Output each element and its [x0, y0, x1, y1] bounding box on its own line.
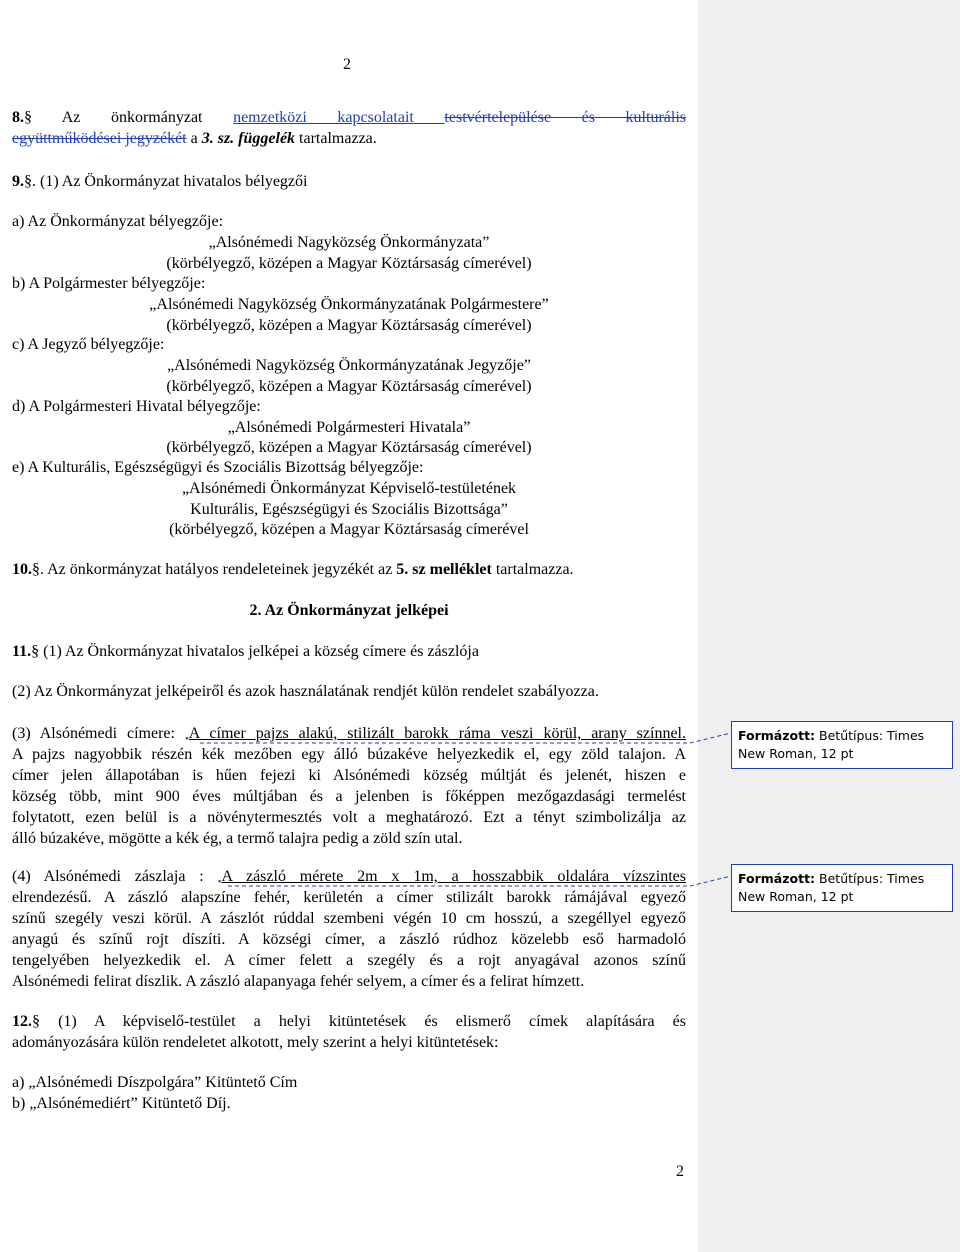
- paragraph-11-4-line-2: elrendezésű. A zászló alapszíne fehér, kerületén a címer stilizált barokk rámájával egyező: [12, 889, 686, 906]
- page-number-bottom: 2: [676, 1163, 684, 1180]
- deleted-text[interactable]: testvértelepülése és kulturális: [444, 109, 686, 126]
- stamp-d-label: d) A Polgármesteri Hivatal bélyegzője:: [12, 398, 261, 415]
- paragraph-9-heading: 9.§. (1) Az Önkormányzat hivatalos bélyegzői: [12, 173, 308, 190]
- paragraph-11-3-line-4: község több, mint 900 éves múltjában és a jelenben is főképpen mezőgazdasági termelést: [12, 788, 686, 805]
- stamp-e-desc: (körbélyegző, középen a Magyar Köztársaság címerével: [169, 521, 529, 538]
- paragraph-10: 10.§. Az önkormányzat hatályos rendeleteinek jegyzékét az 5. sz melléklet tartalmazza.: [12, 561, 574, 578]
- paragraph-11-4-line-6: Alsónémedi felirat díszlik. A zászló alapanyaga fehér selyem, a címer és a felirat hímzett.: [12, 973, 585, 990]
- stamp-e-name-1: „Alsónémedi Önkormányzat Képviselő-testületének: [181, 480, 517, 497]
- stamp-b-desc: (körbélyegző, középen a Magyar Köztársaság címerével): [166, 317, 532, 334]
- format-balloon-2[interactable]: Formázott: Betűtípus: Times New Roman, 12 pt: [731, 864, 953, 912]
- paragraph-11-3-line-1: (3) Alsónémedi címere: $_•$A címer pajzs alakú, stilizált barokk ráma veszi körül, arany színnel.: [12, 725, 687, 745]
- stamp-c-desc: (körbélyegző, középen a Magyar Köztársaság címerével): [166, 378, 532, 395]
- stamp-a-desc: (körbélyegző, középen a Magyar Köztársaság címerével): [166, 255, 532, 272]
- stamp-c-label: c) A Jegyző bélyegzője:: [12, 336, 165, 353]
- award-a: a) „Alsónémedi Díszpolgára” Kitüntető Cím: [12, 1074, 298, 1091]
- stamp-b-label: b) A Polgármester bélyegzője:: [12, 275, 206, 292]
- paragraph-11-4-line-1: (4) Alsónémedi zászlaja : $_•$A zászló mérete 2m x 1m, a hosszabbik oldalára vízszintes: [12, 868, 686, 888]
- paragraph-11-3-line-2: A pajzs nagyobbik részén kék mezőben egy álló búzakéve helyezkedik el, egy zöld talajon. A: [12, 746, 686, 763]
- stamp-a-label: a) Az Önkormányzat bélyegzője:: [12, 213, 224, 230]
- revision-anchor-icon[interactable]: •: [217, 876, 222, 888]
- paragraph-11-3-line-3: címer jelen állapotában is hűen fejezi ki Alsónémedi község múltját és jelenét, hiszen e: [12, 767, 686, 784]
- page-number-top: 2: [343, 56, 351, 73]
- revision-anchor-icon[interactable]: •: [184, 733, 189, 745]
- paragraph-11-3-line-5: folytatott, ezen belül is a növénytermesztés volt a meghatározó. Ezt a tényt szimbolizálja az: [12, 809, 686, 826]
- deleted-text[interactable]: együttműködései jegyzékét: [12, 130, 187, 147]
- paragraph-12-line-1: 12.§ (1) A képviselő-testület a helyi kitüntetések és elismerő címek alapítására és: [12, 1013, 686, 1030]
- paragraph-8-line-2: együttműködései jegyzékét a 3. sz. függelék tartalmazza.: [12, 130, 377, 147]
- paragraph-11-4-line-5: tengelyében helyezkedik el. A címer felett a szegély és a rojt anyagával azonos színű: [12, 952, 686, 969]
- stamp-e-label: e) A Kulturális, Egészségügyi és Szociális Bizottság bélyegzője:: [12, 459, 424, 476]
- paragraph-8-line-1: 8.§ Az önkormányzat nemzetközi kapcsolatait testvértelepülése és kulturális: [12, 109, 686, 126]
- paragraph-11-4-line-3: színű szegély veszi körül. A zászlót rúddal szembeni végén 10 cm hosszú, a szegéllyel egyező: [12, 910, 686, 927]
- stamp-d-name: „Alsónémedi Polgármesteri Hivatala”: [227, 419, 471, 436]
- paragraph-11-4-line-4: anyagú és színű rojt díszíti. A községi címer, a zászló rúdhoz közelebb eső harmadoló: [12, 931, 686, 948]
- stamp-c-name: „Alsónémedi Nagyközség Önkormányzatának Jegyzője”: [167, 357, 531, 374]
- award-b: b) „Alsónémediért” Kitüntető Díj.: [12, 1095, 231, 1112]
- paragraph-12-line-2: adományozására külön rendeletet alkotott, mely szerint a helyi kitüntetések:: [12, 1034, 499, 1051]
- paragraph-11-3-line-6: álló búzakéve, mögötte a kék ég, a termő talajra pedig a zöld szín utal.: [12, 830, 463, 847]
- paragraph-11-2: (2) Az Önkormányzat jelképeiről és azok használatának rendjét külön rendelet szabályozza.: [12, 683, 599, 700]
- stamp-d-desc: (körbélyegző, középen a Magyar Köztársaság címerével): [166, 439, 532, 456]
- format-balloon-1[interactable]: Formázott: Betűtípus: Times New Roman, 12 pt: [731, 721, 953, 769]
- stamp-e-name-2: Kulturális, Egészségügyi és Szociális Bizottsága”: [190, 501, 508, 518]
- inserted-text[interactable]: nemzetközi kapcsolatait: [233, 109, 445, 126]
- paragraph-11-1: 11.§ (1) Az Önkormányzat hivatalos jelképei a község címere és zászlója: [12, 643, 479, 660]
- section-heading: 2. Az Önkormányzat jelképei: [249, 602, 449, 619]
- stamp-b-name: „Alsónémedi Nagyközség Önkormányzatának Polgármestere”: [149, 296, 549, 313]
- stamp-a-name: „Alsónémedi Nagyközség Önkormányzata”: [208, 234, 490, 251]
